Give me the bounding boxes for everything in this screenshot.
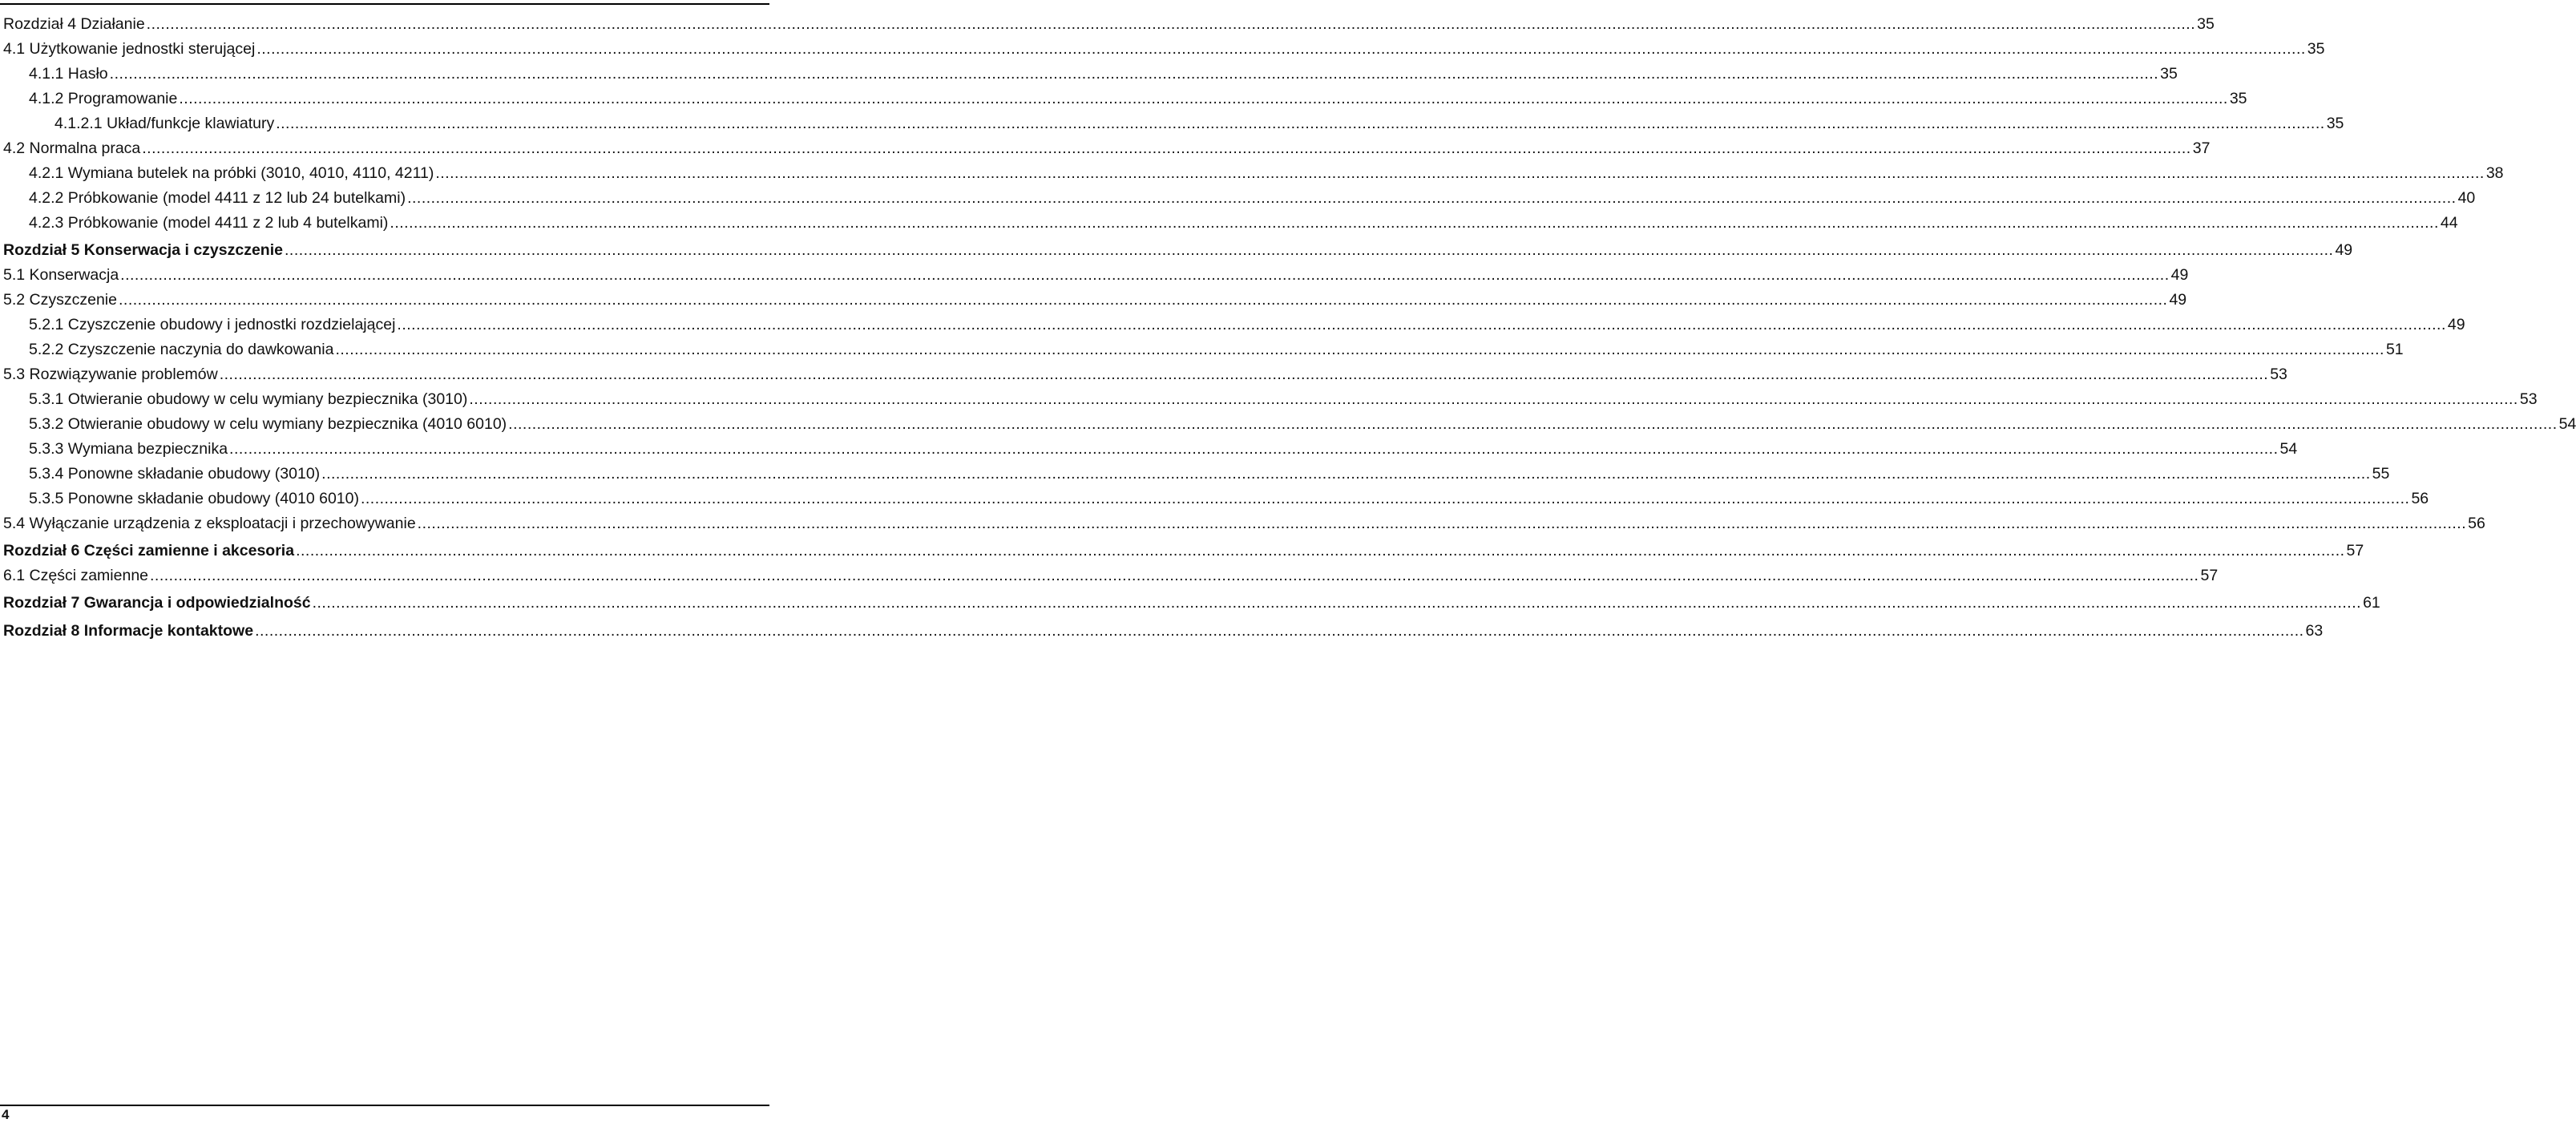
toc-entry[interactable] (3, 87, 2247, 110)
toc-entry[interactable] (3, 187, 2476, 209)
toc-entry-page: 35 (2160, 65, 2178, 83)
toc-entry-title: 5.4 Wyłączanie urządzenia z eksploatacji i przechowywanie (3, 515, 416, 532)
toc-entry-page: 61 (2363, 594, 2380, 612)
toc-entry-title: 5.2 Czyszczenie (3, 291, 117, 309)
toc-dot-leader (407, 187, 2456, 209)
toc-entry-title: 4.1.2.1 Układ/funkcje klawiatury (55, 115, 275, 132)
toc-entry-page: 49 (2170, 266, 2189, 284)
toc-dot-leader (285, 239, 2333, 261)
top-rule (0, 3, 769, 5)
toc-dot-leader (120, 264, 2169, 286)
toc-dot-leader (220, 363, 2268, 386)
toc-dot-leader (418, 512, 2466, 535)
toc-entry-page: 56 (2411, 490, 2429, 507)
toc-entry-title: 4.1 Użytkowanie jednostki sterującej (3, 40, 256, 58)
toc-entry[interactable] (3, 162, 2504, 184)
toc-entry[interactable] (3, 413, 2576, 435)
toc-dot-leader (296, 539, 2344, 562)
toc-entry-title: 5.3.3 Wymiana bezpiecznika (29, 440, 228, 458)
toc-entry-title: Rozdział 5 Konserwacja i czyszczenie (3, 241, 283, 259)
toc-entry-title: 4.1.1 Hasło (29, 65, 108, 83)
toc-dot-leader (397, 313, 2445, 336)
toc-entry-title: 4.2.1 Wymiana butelek na próbki (3010, 4010, 4110, 4211) (29, 164, 434, 182)
toc-entry-page: 35 (2326, 115, 2344, 132)
toc-entry-page: 57 (2346, 542, 2364, 559)
toc-dot-leader (179, 87, 2227, 110)
toc-entry-title: 5.3.4 Ponowne składanie obudowy (3010) (29, 465, 321, 483)
toc-entry-page: 57 (2200, 567, 2219, 584)
toc-entry-page: 44 (2440, 214, 2458, 232)
toc-entry-page: 49 (2335, 241, 2353, 259)
toc-entry-title: 4.2.2 Próbkowanie (model 4411 z 12 lub 24 butelkami) (29, 189, 406, 207)
toc-entry[interactable] (3, 592, 2380, 614)
toc-entry-title: 6.1 Części zamienne (3, 567, 149, 584)
toc-entry[interactable] (3, 338, 2404, 361)
toc-entry-title: 4.2.3 Próbkowanie (model 4411 z 2 lub 4 butelkami) (29, 214, 389, 232)
toc-entry-page: 49 (2169, 291, 2187, 309)
toc-entry-title: Rozdział 6 Części zamienne i akcesoria (3, 542, 295, 559)
toc-entry-title: 5.2.1 Czyszczenie obudowy i jednostki rozdzielającej (29, 316, 396, 333)
toc-entry-title: 4.2 Normalna praca (3, 139, 141, 157)
toc-dot-leader (256, 38, 2305, 60)
toc-entry[interactable] (3, 289, 2187, 311)
toc-entry[interactable] (3, 620, 2324, 642)
toc-entry-page: 35 (2229, 90, 2247, 107)
toc-entry-page: 35 (2197, 15, 2215, 33)
toc-entry-page: 54 (2558, 415, 2576, 433)
toc-entry-page: 55 (2372, 465, 2390, 483)
toc-entry-title: Rozdział 4 Działanie (3, 15, 145, 33)
toc-entry-title: 5.1 Konserwacja (3, 266, 119, 284)
toc-entry-page: 40 (2457, 189, 2476, 207)
toc-dot-leader (508, 413, 2557, 435)
toc-entry[interactable] (3, 463, 2390, 485)
toc-entry-title: 5.3.1 Otwieranie obudowy w celu wymiany bezpiecznika (3010) (29, 390, 468, 408)
page-number: 4 (2, 1107, 10, 1122)
toc-entry[interactable] (3, 212, 2458, 234)
bottom-rule (0, 1105, 769, 1106)
toc-entry[interactable] (3, 564, 2219, 587)
toc-dot-leader (255, 620, 2303, 642)
toc-dot-leader (110, 63, 2158, 85)
toc-entry-title: 5.3 Rozwiązywanie problemów (3, 366, 218, 383)
toc-entry[interactable] (3, 512, 2485, 535)
toc-dot-leader (435, 162, 2484, 184)
toc-entry-page: 51 (2385, 341, 2404, 358)
toc-entry[interactable] (3, 137, 2211, 160)
toc-entry-page: 49 (2447, 316, 2465, 333)
toc-dot-leader (142, 137, 2190, 160)
toc-entry[interactable] (3, 539, 2364, 562)
toc-dot-leader (313, 592, 2361, 614)
toc-dot-leader (335, 338, 2384, 361)
toc-entry-page: 37 (2192, 139, 2211, 157)
toc-entry-title: Rozdział 8 Informacje kontaktowe (3, 622, 254, 640)
toc-entry-page: 56 (2468, 515, 2485, 532)
toc-entry-page: 53 (2519, 390, 2538, 408)
toc-dot-leader (150, 564, 2198, 587)
toc-dot-leader (390, 212, 2438, 234)
toc-entry-title: 5.3.2 Otwieranie obudowy w celu wymiany bezpiecznika (4010 6010) (29, 415, 507, 433)
toc-dot-leader (276, 112, 2324, 135)
toc-entry-title: 5.2.2 Czyszczenie naczynia do dawkowania (29, 341, 334, 358)
toc-entry[interactable] (3, 264, 2189, 286)
toc-dot-leader (229, 438, 2278, 460)
toc-entry-title: 4.1.2 Programowanie (29, 90, 178, 107)
toc-dot-leader (147, 13, 2195, 35)
toc-entry[interactable] (3, 313, 2465, 336)
toc-dot-leader (119, 289, 2167, 311)
toc-entry[interactable] (3, 38, 2325, 60)
toc-entry-title: Rozdział 7 Gwarancja i odpowiedzialność (3, 594, 311, 612)
toc-entry[interactable] (3, 63, 2178, 85)
toc-entry[interactable] (3, 13, 2215, 35)
toc-entry-page: 54 (2279, 440, 2298, 458)
toc-entry-page: 63 (2305, 622, 2324, 640)
toc-entry-page: 53 (2270, 366, 2287, 383)
toc-entry-title: 5.3.5 Ponowne składanie obudowy (4010 6010) (29, 490, 359, 507)
toc-entry-page: 35 (2307, 40, 2325, 58)
toc-entry-page: 38 (2485, 164, 2504, 182)
toc-entry[interactable] (3, 388, 2538, 410)
toc-dot-leader (361, 487, 2409, 510)
toc-dot-leader (469, 388, 2517, 410)
toc-dot-leader (321, 463, 2370, 485)
toc-entry[interactable] (3, 112, 2344, 135)
toc-entry[interactable] (3, 363, 2287, 386)
toc-entry[interactable] (3, 438, 2298, 460)
toc-entry[interactable] (3, 239, 2353, 261)
toc-entry[interactable] (3, 487, 2429, 510)
